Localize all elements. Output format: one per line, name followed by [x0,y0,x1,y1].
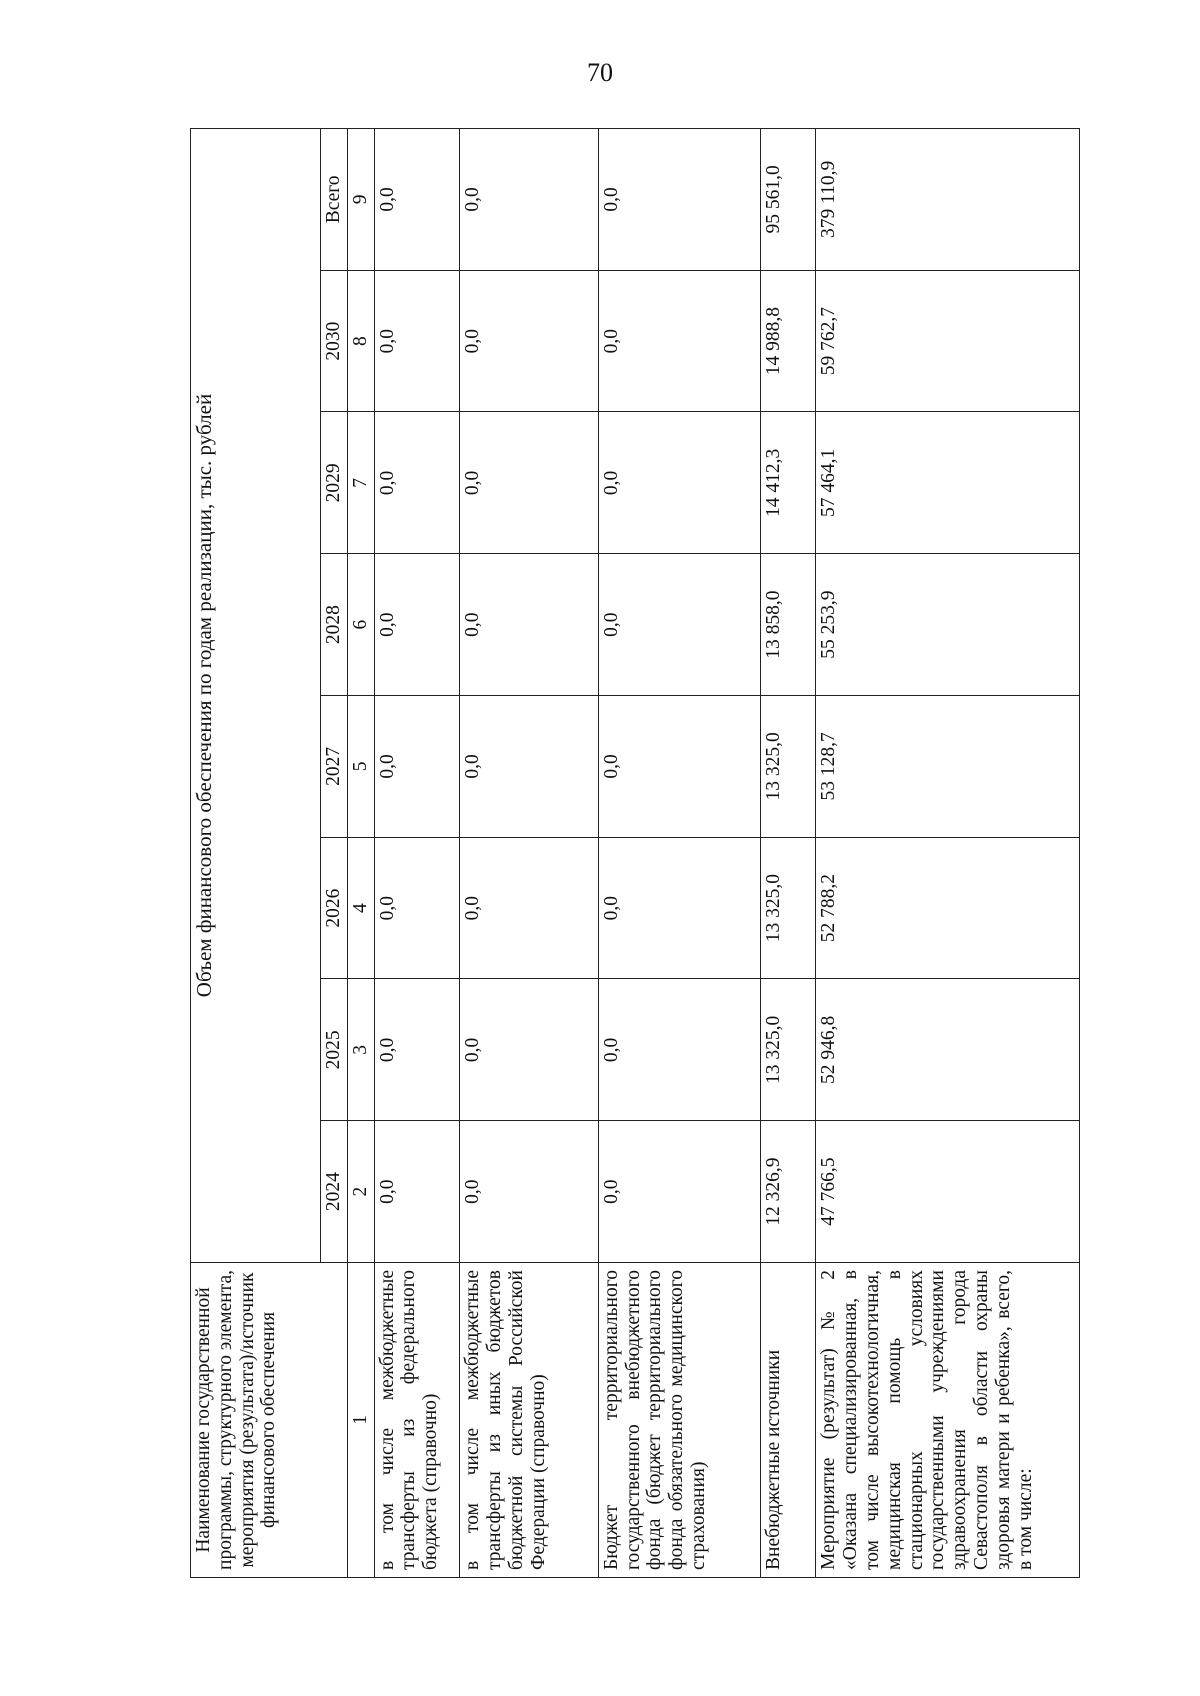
row-value: 0,0 [374,270,460,412]
row-name: Внебюджетные источники [761,1263,816,1578]
row-value: 0,0 [598,270,761,412]
header-index: 1 [347,1263,374,1578]
row-value: 0,0 [598,1121,761,1263]
row-value: 57 464,1 [816,412,1080,554]
row-value: 0,0 [374,979,460,1121]
row-total: 0,0 [374,129,460,271]
row-value: 0,0 [374,837,460,979]
header-year: 2028 [321,554,348,696]
row-value: 12 326,9 [761,1121,816,1263]
row-name: Мероприятие (результат) № 2 «Оказана специализированная, в том числе высокотехнологичная, медицинская помощь в стационарных условиях государственными учреждениями здравоохранения города Севастополя в области охраны здоровья матери и ребенка», всего, в том числе: [816,1263,1080,1578]
table-row [761,129,816,1578]
header-index: 9 [347,129,374,271]
row-value: 0,0 [460,270,598,412]
table-row [374,129,460,1578]
header-index: 2 [347,1121,374,1263]
row-total: 0,0 [598,129,761,271]
header-index: 4 [347,837,374,979]
row-value: 0,0 [598,837,761,979]
header-index: 3 [347,979,374,1121]
row-value: 0,0 [374,696,460,838]
table-row [598,129,761,1578]
row-value: 47 766,5 [816,1121,1080,1263]
row-total: 95 561,0 [761,129,816,271]
row-value: 0,0 [374,1121,460,1263]
header-name-column: Наименование государственной программы, структурного элемента, мероприятия (результата)/источник финансового обеспечения [191,1263,348,1578]
financing-table [190,128,1080,1578]
table-row [460,129,598,1578]
header-total: Всего [321,129,348,271]
header-year: 2030 [321,270,348,412]
row-value: 13 325,0 [761,696,816,838]
row-value: 14 988,8 [761,270,816,412]
page-number: 70 [587,58,613,87]
row-value: 52 946,8 [816,979,1080,1121]
header-index: 8 [347,270,374,412]
row-value: 0,0 [460,412,598,554]
row-name: в том числе межбюджетные трансферты из федерального бюджета (справочно) [374,1263,460,1578]
row-value: 0,0 [460,837,598,979]
row-value: 0,0 [598,554,761,696]
row-value: 13 325,0 [761,837,816,979]
row-value: 55 253,9 [816,554,1080,696]
row-name: в том числе межбюджетные трансферты из иных бюджетов бюджетной системы Российской Федерации (справочно) [460,1263,598,1578]
row-value: 53 128,7 [816,696,1080,838]
row-value: 0,0 [598,696,761,838]
row-name: Бюджет территориального государственного внебюджетного фонда (бюджет территориального фонда обязательного медицинского страхования) [598,1263,761,1578]
row-value: 0,0 [374,554,460,696]
row-value: 52 788,2 [816,837,1080,979]
table-row [816,129,1080,1578]
row-value: 59 762,7 [816,270,1080,412]
row-value: 13 325,0 [761,979,816,1121]
row-value: 0,0 [374,412,460,554]
header-year: 2025 [321,979,348,1121]
row-value: 0,0 [598,412,761,554]
row-value: 0,0 [460,979,598,1121]
header-year: 2029 [321,412,348,554]
header-year: 2026 [321,837,348,979]
header-year: 2027 [321,696,348,838]
row-total: 0,0 [460,129,598,271]
row-total: 379 110,9 [816,129,1080,271]
row-value: 0,0 [460,696,598,838]
row-value: 0,0 [460,1121,598,1263]
row-value: 0,0 [460,554,598,696]
header-year: 2024 [321,1121,348,1263]
header-volume-span: Объем финансового обеспечения по годам реализации, тыс. рублей [191,129,321,1263]
row-value: 14 412,3 [761,412,816,554]
header-index: 6 [347,554,374,696]
header-index: 7 [347,412,374,554]
row-value: 0,0 [598,979,761,1121]
row-value: 13 858,0 [761,554,816,696]
header-index: 5 [347,696,374,838]
